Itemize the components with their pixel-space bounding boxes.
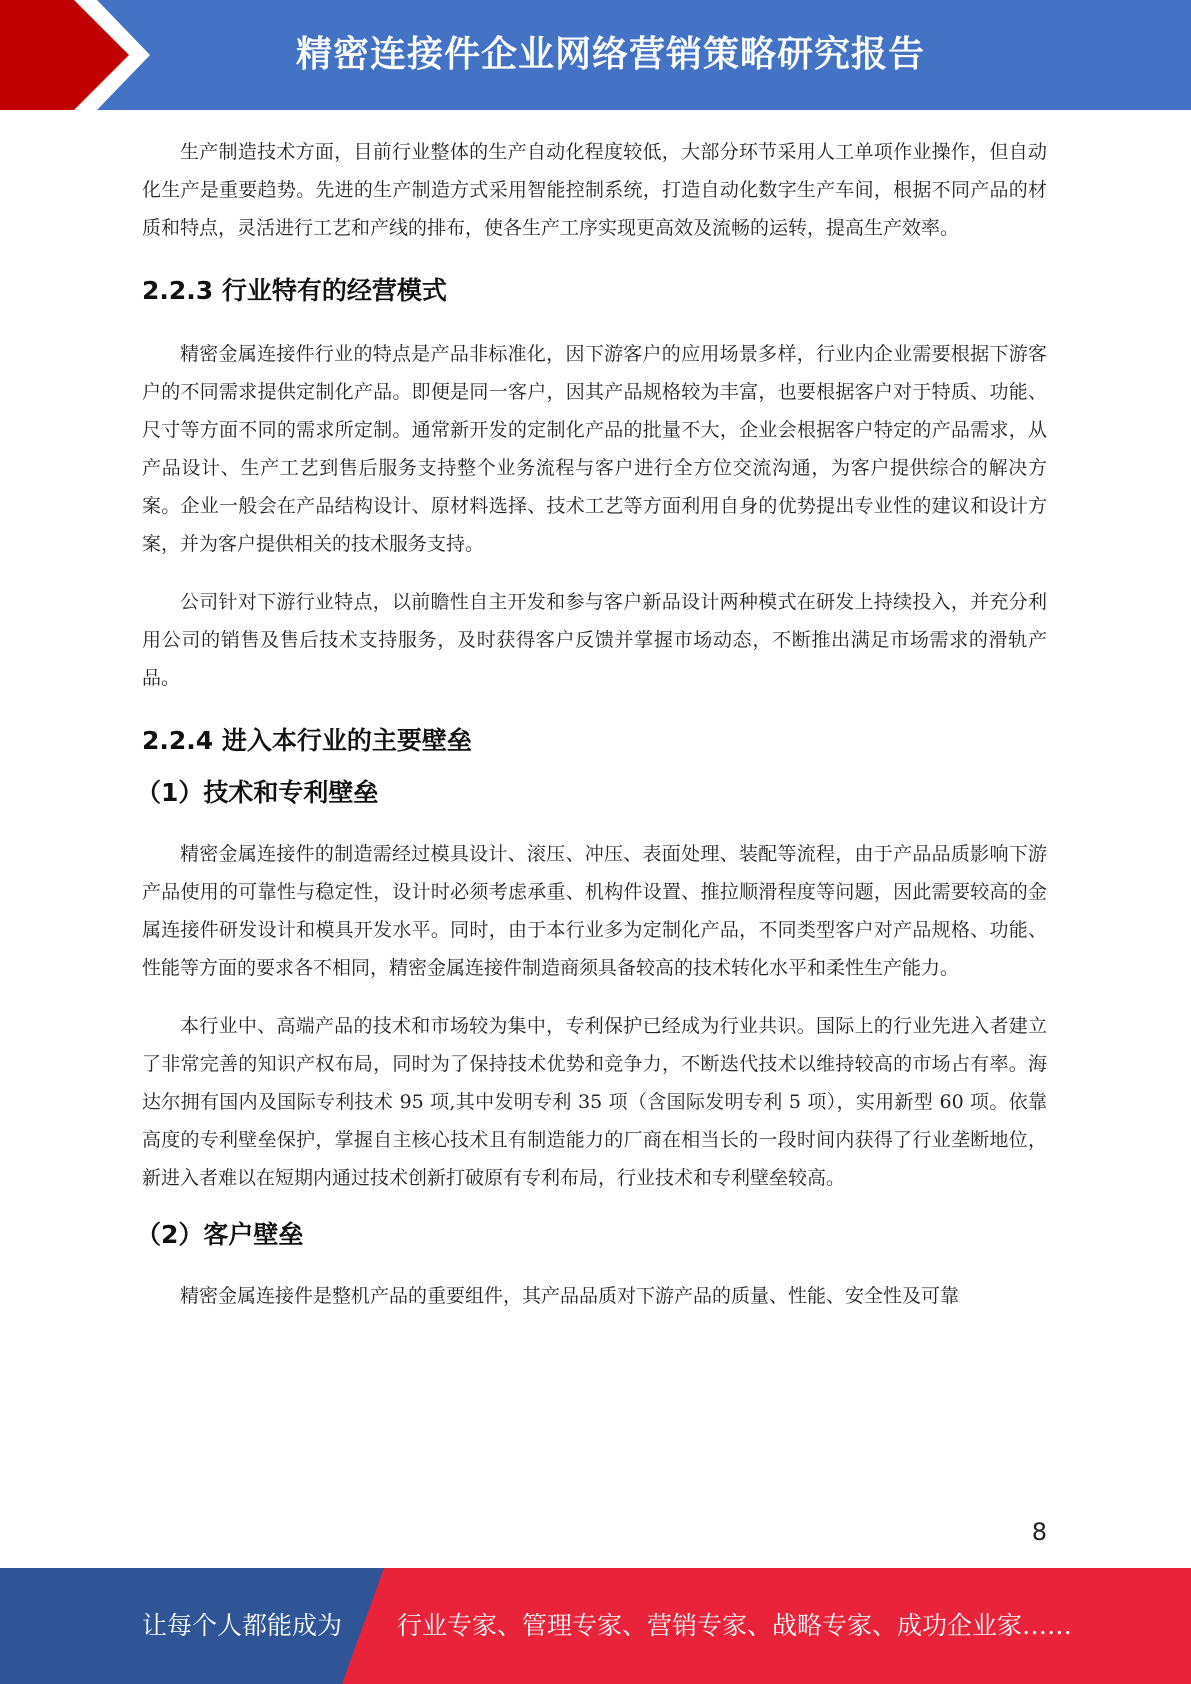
page-footer bbox=[0, 1568, 1191, 1684]
page-content bbox=[136, 133, 1047, 1315]
footer-slogan-left: 让每个人都能成为 bbox=[142, 1611, 343, 1640]
report-title: 精密连接件企业网络营销策略研究报告 bbox=[295, 34, 925, 75]
paragraph-tech-barrier: 精密金属连接件的制造需经过模具设计、滚压、冲压、表面处理、装配等流程，由于产品品质影响下游产品使用的可靠性与稳定性，设计时必须考虑承重、机构件设置、推拉顺滑程度等问题，因此需要较高的金属连接件研发设计和模具开发水平。同时，由于本行业多为定制化产品，不同类型客户对产品规格、功能、性能等方面的要求各不相同，精密金属连接件制造商须具备较高的技术转化水平和柔性生产能力。 bbox=[142, 843, 1047, 979]
section-heading-2-2-4: 2.2.4 进入本行业的主要壁垒 bbox=[142, 726, 472, 755]
footer-slogan-right: 行业专家、管理专家、营销专家、战略专家、成功企业家…… bbox=[397, 1611, 1073, 1640]
paragraph-customer-barrier: 精密金属连接件是整机产品的重要组件，其产品品质对下游产品的质量、性能、安全性及可靠 bbox=[180, 1285, 960, 1307]
subheading-tech-patent-barrier: （1）技术和专利壁垒 bbox=[136, 778, 379, 807]
section-heading-2-2-3: 2.2.3 行业特有的经营模式 bbox=[142, 276, 447, 305]
page-number: 8 bbox=[1031, 1518, 1047, 1546]
page-header bbox=[0, 0, 1191, 110]
paragraph-manufacturing: 生产制造技术方面，目前行业整体的生产自动化程度较低，大部分环节采用人工单项作业操作，但自动化生产是重要趋势。先进的生产制造方式采用智能控制系统，打造自动化数字生产车间，根据不同产品的材质和特点，灵活进行工艺和产线的排布，使各生产工序实现更高效及流畅的运转，提高生产效率。 bbox=[142, 141, 1047, 239]
paragraph-business-model: 精密金属连接件行业的特点是产品非标准化，因下游客户的应用场景多样，行业内企业需要根据下游客户的不同需求提供定制化产品。即便是同一客户，因其产品规格较为丰富，也要根据客户对于特质、功能、尺寸等方面不同的需求所定制。通常新开发的定制化产品的批量不大，企业会根据客户特定的产品需求，从产品设计、生产工艺到售后服务支持整个业务流程与客户进行全方位交流沟通，为客户提供综合的解决方案。企业一般会在产品结构设计、原材料选择、技术工艺等方面利用自身的优势提出专业性的建议和设计方案，并为客户提供相关的技术服务支持。 bbox=[142, 343, 1047, 555]
subheading-customer-barrier: （2）客户壁垒 bbox=[136, 1220, 304, 1249]
paragraph-patent-barrier: 本行业中、高端产品的技术和市场较为集中，专利保护已经成为行业共识。国际上的行业先进入者建立了非常完善的知识产权布局，同时为了保持技术优势和竞争力，不断迭代技术以维持较高的市场占有率。海达尔拥有国内及国际专利技术 95 项,其中发明专利 35 项（含国际发明专利 5 项），实用新型 60 项。依靠高度的专利壁垒保护，掌握自主核心技术且有制造能力的厂商在相当长的一段时间内获得了行业垄断地位，新进入者难以在短期内通过技术创新打破原有专利布局，行业技术和专利壁垒较高。 bbox=[142, 1015, 1047, 1189]
paragraph-company-strategy: 公司针对下游行业特点，以前瞻性自主开发和参与客户新品设计两种模式在研发上持续投入，并充分利用公司的销售及售后技术支持服务，及时获得客户反馈并掌握市场动态，不断推出满足市场需求的滑轨产品。 bbox=[142, 591, 1047, 689]
